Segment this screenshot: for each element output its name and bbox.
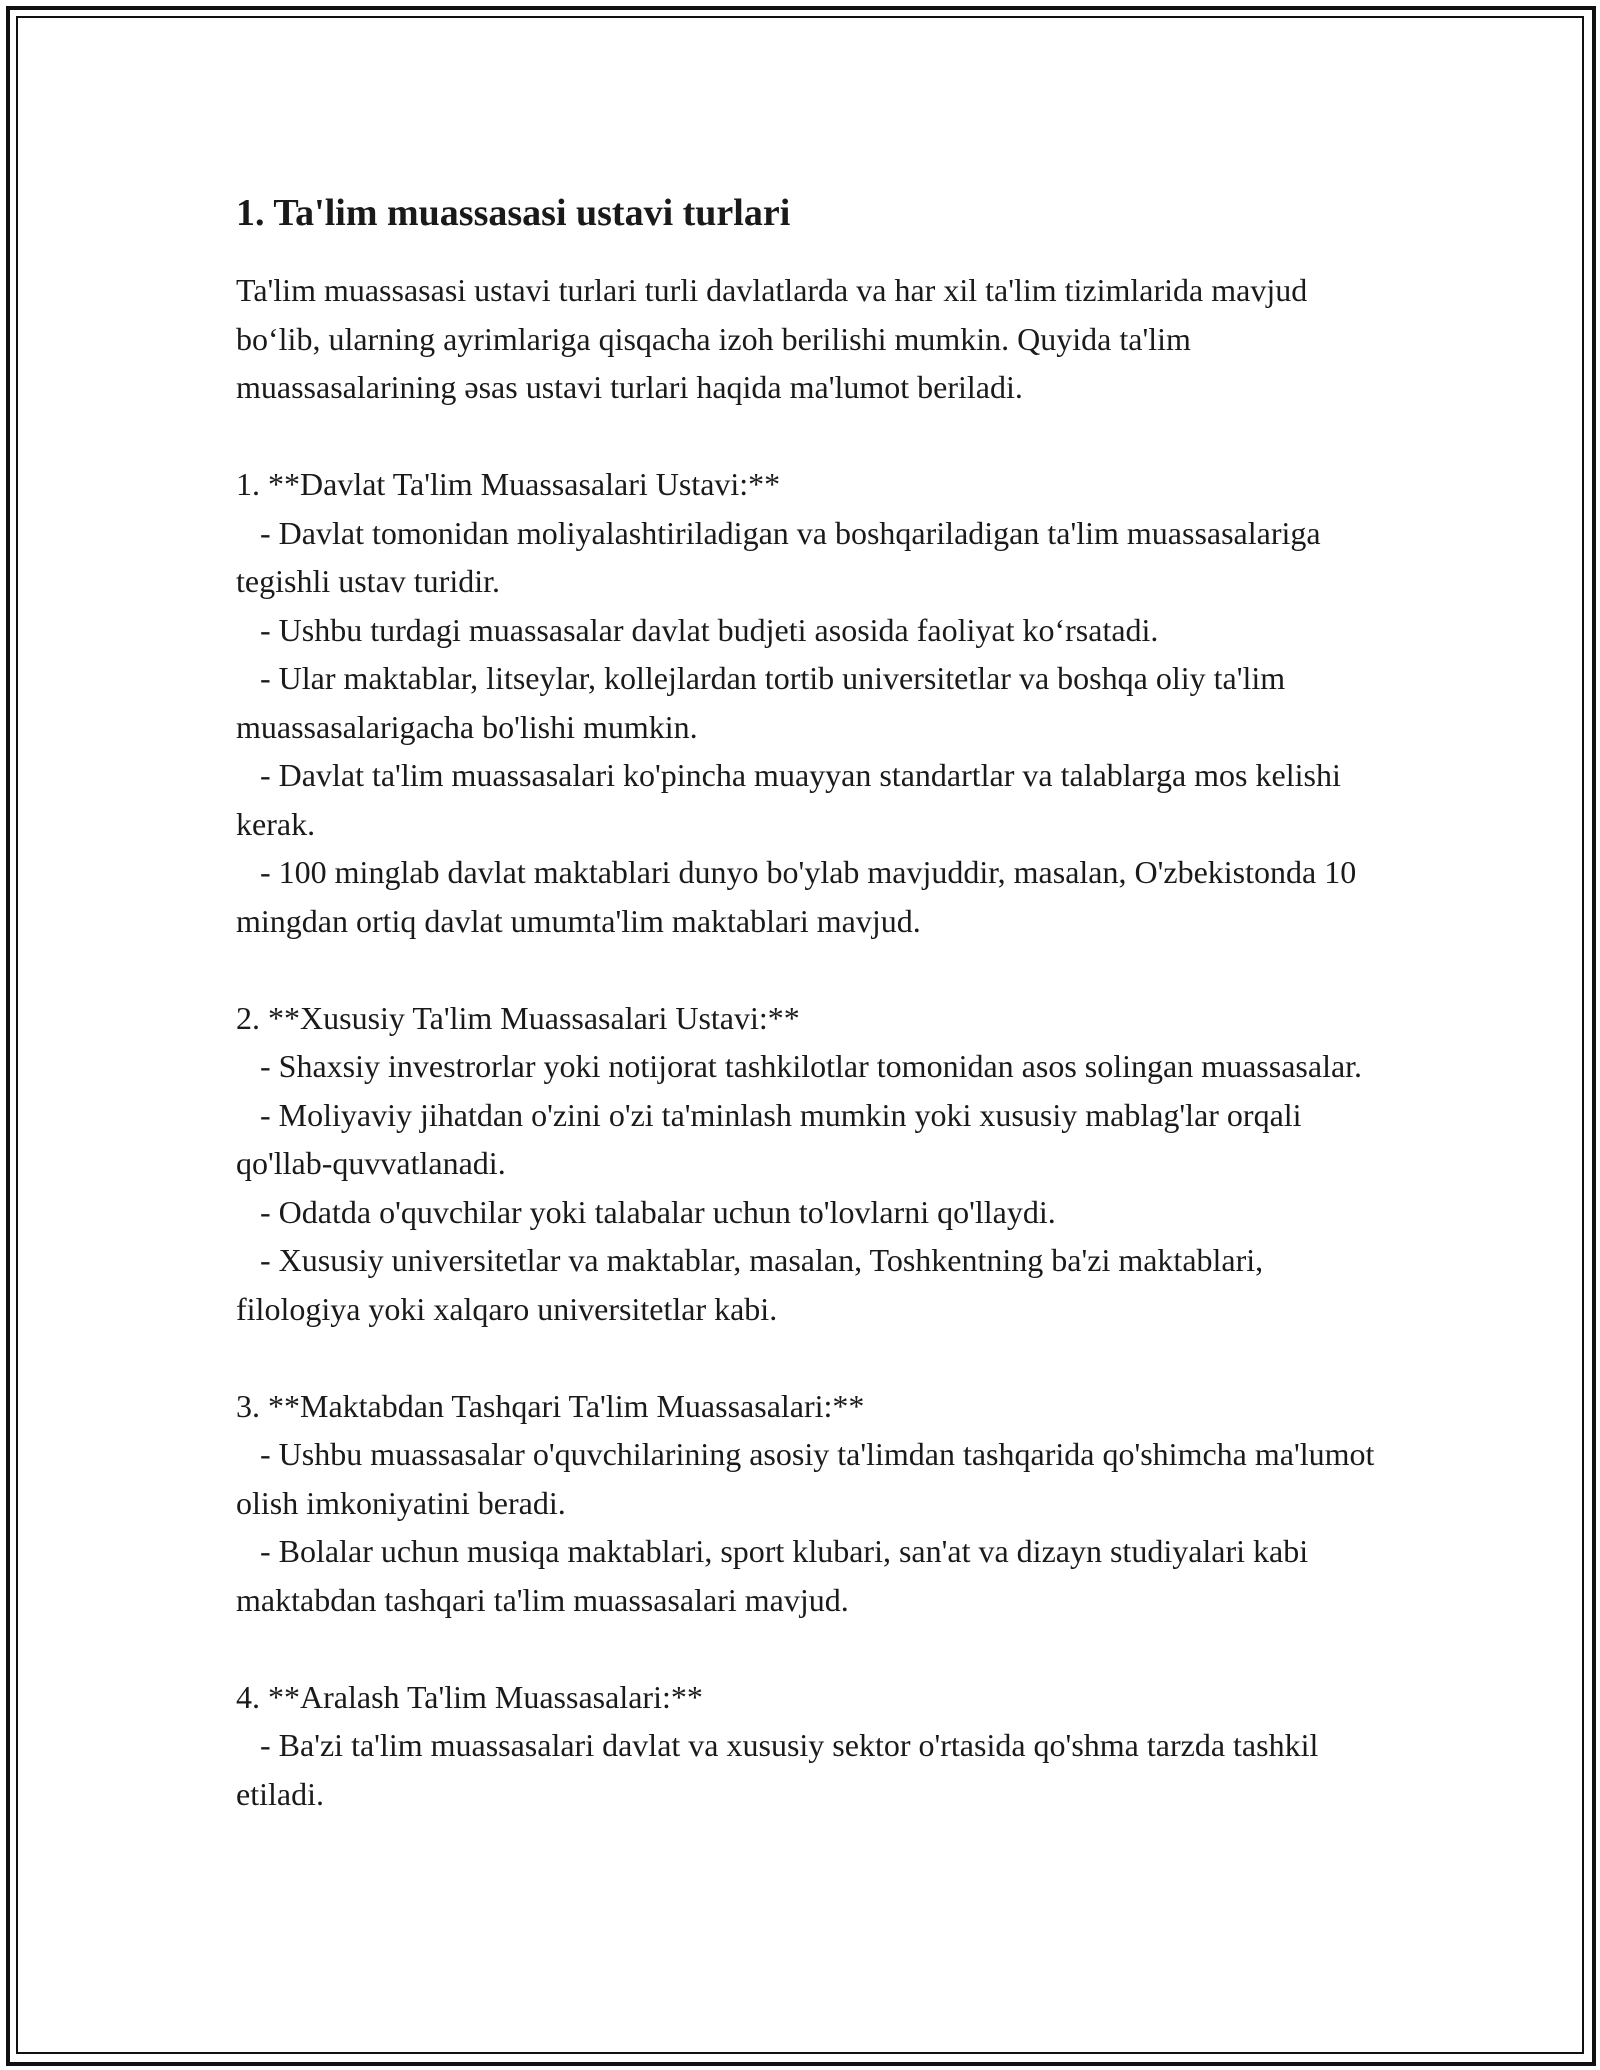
document-body xyxy=(236,186,1386,1818)
spacer xyxy=(236,945,1386,994)
section-heading: 1. **Davlat Ta'lim Muassasalari Ustavi:** xyxy=(236,466,781,502)
spacer xyxy=(236,1333,1386,1382)
list-item: - Ular maktablar, litseylar, kollejlardan tortib universitetlar va boshqa oliy ta'lim muassasalarigacha bo'lishi mumkin. xyxy=(236,660,1294,745)
list-item: - Bolalar uchun musiqa maktablari, sport klubari, san'at va dizayn studiyalari kabi maktabdan tashqari ta'lim muassasalari mavjud. xyxy=(236,1533,1317,1618)
section-private-institutions xyxy=(236,994,1386,1334)
list-item: - Davlat ta'lim muassasalari ko'pincha muayyan standartlar va talablarga mos kelishi kerak. xyxy=(236,757,1349,842)
list-item: - Shaxsiy investrorlar yoki notijorat tashkilotlar tomonidan asos solingan muassasalar. xyxy=(236,1048,1363,1084)
intro-paragraph: Ta'lim muassasasi ustavi turlari turli davlatlarda va har xil ta'lim tizimlarida mavjud bo‘lib, ularning ayrimlariga qisqacha izoh berilishi mumkin. Quyida ta'lim muassasalarining əsas ustavi turlari haqida ma'lumot beriladi. xyxy=(236,272,1308,405)
section-state-institutions xyxy=(236,460,1386,945)
spacer xyxy=(236,1624,1386,1673)
section-heading: 4. **Aralash Ta'lim Muassasalari:** xyxy=(236,1678,703,1715)
list-item: - Ba'zi ta'lim muassasalari davlat va xususiy sektor o'rtasida qo'shma tarzda tashkil etiladi. xyxy=(236,1727,1327,1812)
list-item: - Moliyaviy jihatdan o'zini o'zi ta'minlash mumkin yoki xususiy mablag'lar orqali qo'llab-quvvatlanadi. xyxy=(236,1096,1310,1181)
list-item: - Davlat tomonidan moliyalashtiriladigan va boshqariladigan ta'lim muassasalariga tegishli ustav turidir. xyxy=(236,514,1329,599)
list-item: - Ushbu turdagi muassasalar davlat budjeti asosida faoliyat ko‘rsatadi. xyxy=(236,611,1159,648)
list-item: - 100 minglab davlat maktablari dunyo bo'ylab mavjuddir, masalan, O'zbekistonda 10 mingdan ortiq davlat umumta'lim maktablari mavjud. xyxy=(236,854,1365,939)
section-heading: 3. **Maktabdan Tashqari Ta'lim Muassasalari:** xyxy=(236,1387,865,1424)
document-title: 1. Ta'lim muassasasi ustavi turlari xyxy=(236,192,791,234)
section-mixed-institutions xyxy=(236,1673,1386,1819)
list-item: - Odatda o'quvchilar yoki talabalar uchun to'lovlarni qo'llaydi. xyxy=(236,1193,1056,1230)
section-extracurricular-institutions xyxy=(236,1382,1386,1625)
list-item: - Xususiy universitetlar va maktablar, masalan, Toshkentning ba'zi maktablari, filologiya yoki xalqaro universitetlar kabi. xyxy=(236,1242,1272,1327)
section-heading: 2. **Xususiy Ta'lim Muassasalari Ustavi:** xyxy=(236,999,800,1036)
spacer xyxy=(236,412,1386,461)
list-item: - Ushbu muassasalar o'quvchilarining asosiy ta'limdan tashqarida qo'shimcha ma'lumot olish imkoniyatini beradi. xyxy=(236,1436,1383,1521)
